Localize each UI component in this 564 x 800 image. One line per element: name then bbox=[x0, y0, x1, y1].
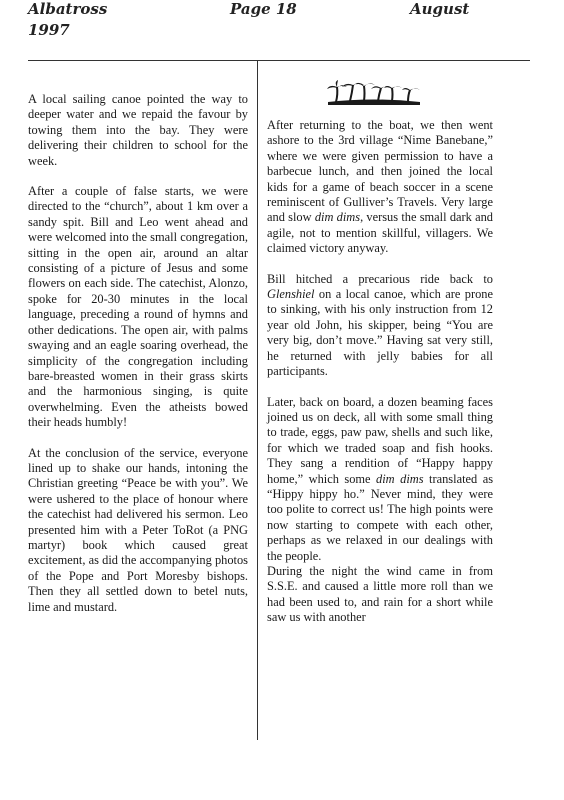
palm-island-illustration bbox=[326, 80, 422, 106]
right-column bbox=[267, 118, 493, 641]
issue-month: August bbox=[410, 0, 470, 18]
paragraph: After a couple of false starts, we were directed to the “church”, about 1 km over a sandy spit. Bill and Leo went ahead and were welcomed into the small congregation, sitting in the open air, around an altar consisting of a picture of Jesus and some flowers on each side. The catechist, Alonzo, spoke for 20-30 minutes in the local language, preceding a round of hymns and other dedications. The open air, with palms swaying and an eagle soaring overhead, the simplicity of the congregation including bare-breasted women in their grass skirts and the harmonious singing, is quite overwhelming. Even the atheists bowed their heads humbly! bbox=[28, 184, 248, 430]
paragraph: After returning to the boat, we then went ashore to the 3rd village “Nime Banebane,” where we were given permission to have a barbecue lunch, and then joined the local kids for a game of beach soccer in a scene reminiscent of Gulliver’s Travels. Very large and slow dim dims, versus the small dark and agile, not to mention skillful, villagers. We claimed victory anyway. bbox=[267, 118, 493, 256]
page-number: Page 18 bbox=[230, 0, 297, 18]
paragraph: At the conclusion of the service, everyone lined up to shake our hands, intoning the Christian greeting “Peace be with you”. We were ushered to the place of honour where the catechist had delivered his sermon. Leo presented him with a Peter ToRot (a PNG martyr) book which caused great excitement, as did the accompanying photos of the Pope and Port Moresby bishops. Then they all settled down to betel nuts, lime and mustard. bbox=[28, 445, 248, 614]
paragraph: A local sailing canoe pointed the way to deeper water and we repaid the favour by towing them into the bay. They were delivering their children to school for the week. bbox=[28, 92, 248, 168]
newsletter-title: Albatross bbox=[28, 0, 108, 18]
paragraph: Later, back on board, a dozen beaming faces joined us on deck, all with some small thing to trade, eggs, paw paw, shells and such like, for which we traded soap and fish hooks. They sang a rendition of “Happy happy home,” which some dim dims translated as “Hippy hippy ho.” Never mind, they were too polite to correct us! The high points were now starting to compete with each other, perhaps as we relaxed in our dealings with the people. bbox=[267, 394, 494, 563]
left-column bbox=[28, 92, 248, 630]
paragraph: Bill hitched a precarious ride back to Glenshiel on a local canoe, which are prone to sinking, with his only instruction from 12 year old John, his skipper, being “You are very big, don’t move.” Having sat very still, he returned with jelly babies for all participants. bbox=[267, 271, 493, 379]
header-divider bbox=[28, 60, 530, 61]
column-divider bbox=[257, 60, 258, 740]
newsletter-year: 1997 bbox=[28, 21, 70, 39]
paragraph: During the night the wind came in from S.S.E. and caused a little more roll than we had been used to, and rain for a short while saw us with another bbox=[267, 563, 493, 625]
